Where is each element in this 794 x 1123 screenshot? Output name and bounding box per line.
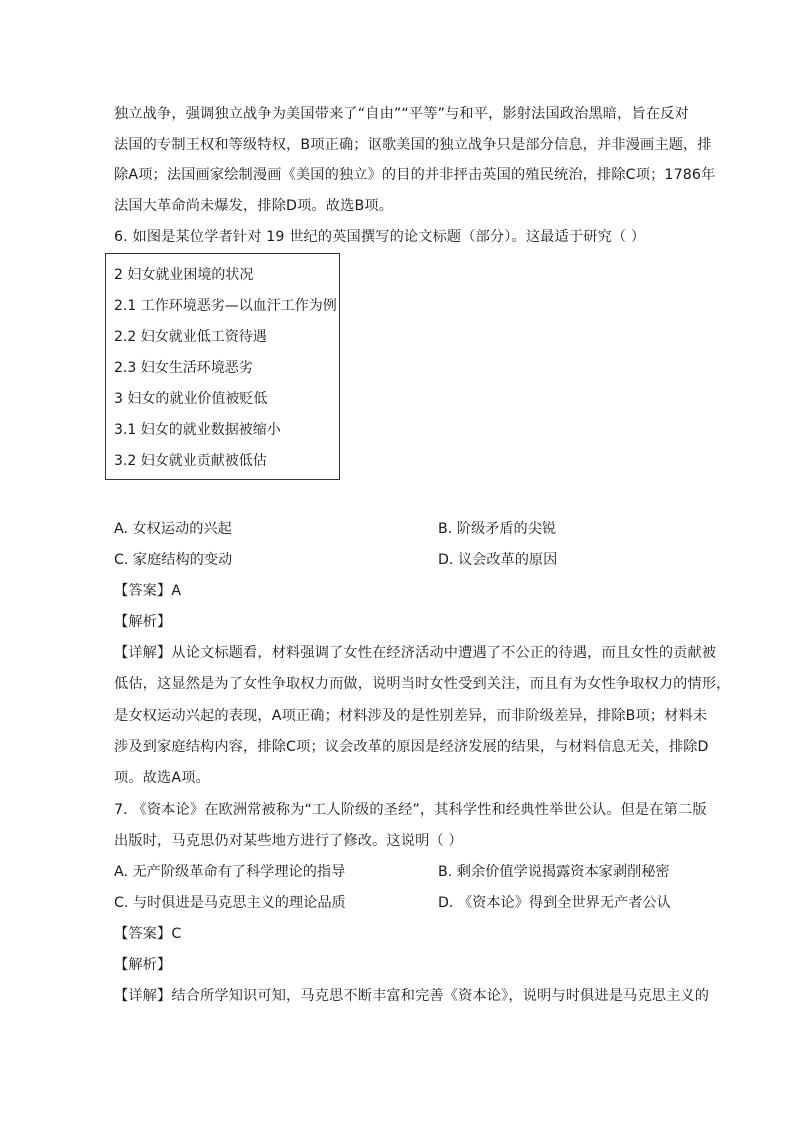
q6-answer: 【答案】A [114, 583, 182, 599]
outline-item: 3 妇女的就业价值被贬低 [114, 391, 268, 407]
outline-item: 2.3 妇女生活环境恶劣 [114, 360, 253, 376]
q5-analysis-line: 独立战争，强调独立战争为美国带来了“自由”“平等”与和平，影射法国政治黑暗，旨在反对 [114, 106, 689, 122]
outline-item: 2.1 工作环境恶劣—以血汗工作为例 [114, 298, 337, 314]
q7-option-d: D. 《资本论》得到全世界无产者公认 [438, 895, 671, 911]
outline-item: 3.2 妇女就业贡献被低估 [114, 453, 267, 469]
q7-detail-line: 【详解】结合所学知识可知，马克思不断丰富和完善《资本论》，说明与时俱进是马克思主义的 [114, 988, 710, 1004]
outline-item: 2 妇女就业困境的状况 [114, 267, 254, 283]
q6-option-b: B. 阶级矛盾的尖锐 [438, 521, 557, 537]
q7-option-b: B. 剩余价值学说揭露资本家剥削秘密 [438, 864, 670, 880]
q6-detail-line: 是女权运动兴起的表现，A项正确；材料涉及的是性别差异，而非阶级差异，排除B项；材料未 [114, 708, 708, 724]
q6-analysis-label: 【解析】 [114, 614, 172, 630]
q7-option-a: A. 无产阶级革命有了科学理论的指导 [114, 864, 346, 880]
q5-analysis-line: 法国的专制王权和等级特权，B项正确；讴歌美国的独立战争只是部分信息，并非漫画主题，排 [114, 137, 712, 153]
q7-stem: 出版时，马克思仍对某些地方进行了修改。这说明（ ） [114, 833, 463, 849]
q5-analysis-line: 除A项；法国画家绘制漫画《美国的独立》的目的并非抨击英国的殖民统治，排除C项；1786年 [114, 167, 716, 183]
q7-stem: 7. 《资本论》在欧洲常被称为“工人阶级的圣经”，其科学性和经典性举世公认。但是在第二版 [114, 802, 707, 818]
q6-option-a: A. 女权运动的兴起 [114, 521, 232, 537]
q5-analysis-line: 法国大革命尚未爆发，排除D项。故选B项。 [114, 198, 394, 214]
q6-option-c: C. 家庭结构的变动 [114, 552, 233, 568]
q6-detail-line: 低估，这显然是为了女性争取权力而做，说明当时女性受到关注，而且有为女性争取权力的情形， [114, 676, 731, 692]
q6-detail-line: 项。故选A项。 [114, 770, 210, 786]
q7-option-c: C. 与时俱进是马克思主义的理论品质 [114, 895, 346, 911]
q6-option-d: D. 议会改革的原因 [438, 552, 558, 568]
q7-analysis-label: 【解析】 [114, 957, 172, 973]
q6-detail-line: 【详解】从论文标题看，材料强调了女性在经济活动中遭遇了不公正的待遇，而且女性的贡献被 [114, 645, 717, 661]
outline-item: 3.1 妇女的就业数据被缩小 [114, 422, 281, 438]
q6-stem: 6. 如图是某位学者针对 19 世纪的英国撰写的论文标题（部分）。这最适于研究（ ） [114, 229, 646, 245]
q7-answer: 【答案】C [114, 926, 182, 942]
outline-item: 2.2 妇女就业低工资待遇 [114, 329, 267, 345]
q6-detail-line: 涉及到家庭结构内容，排除C项；议会改革的原因是经济发展的结果，与材料信息无关，排除D [114, 739, 709, 755]
thesis-outline-box [105, 253, 340, 480]
